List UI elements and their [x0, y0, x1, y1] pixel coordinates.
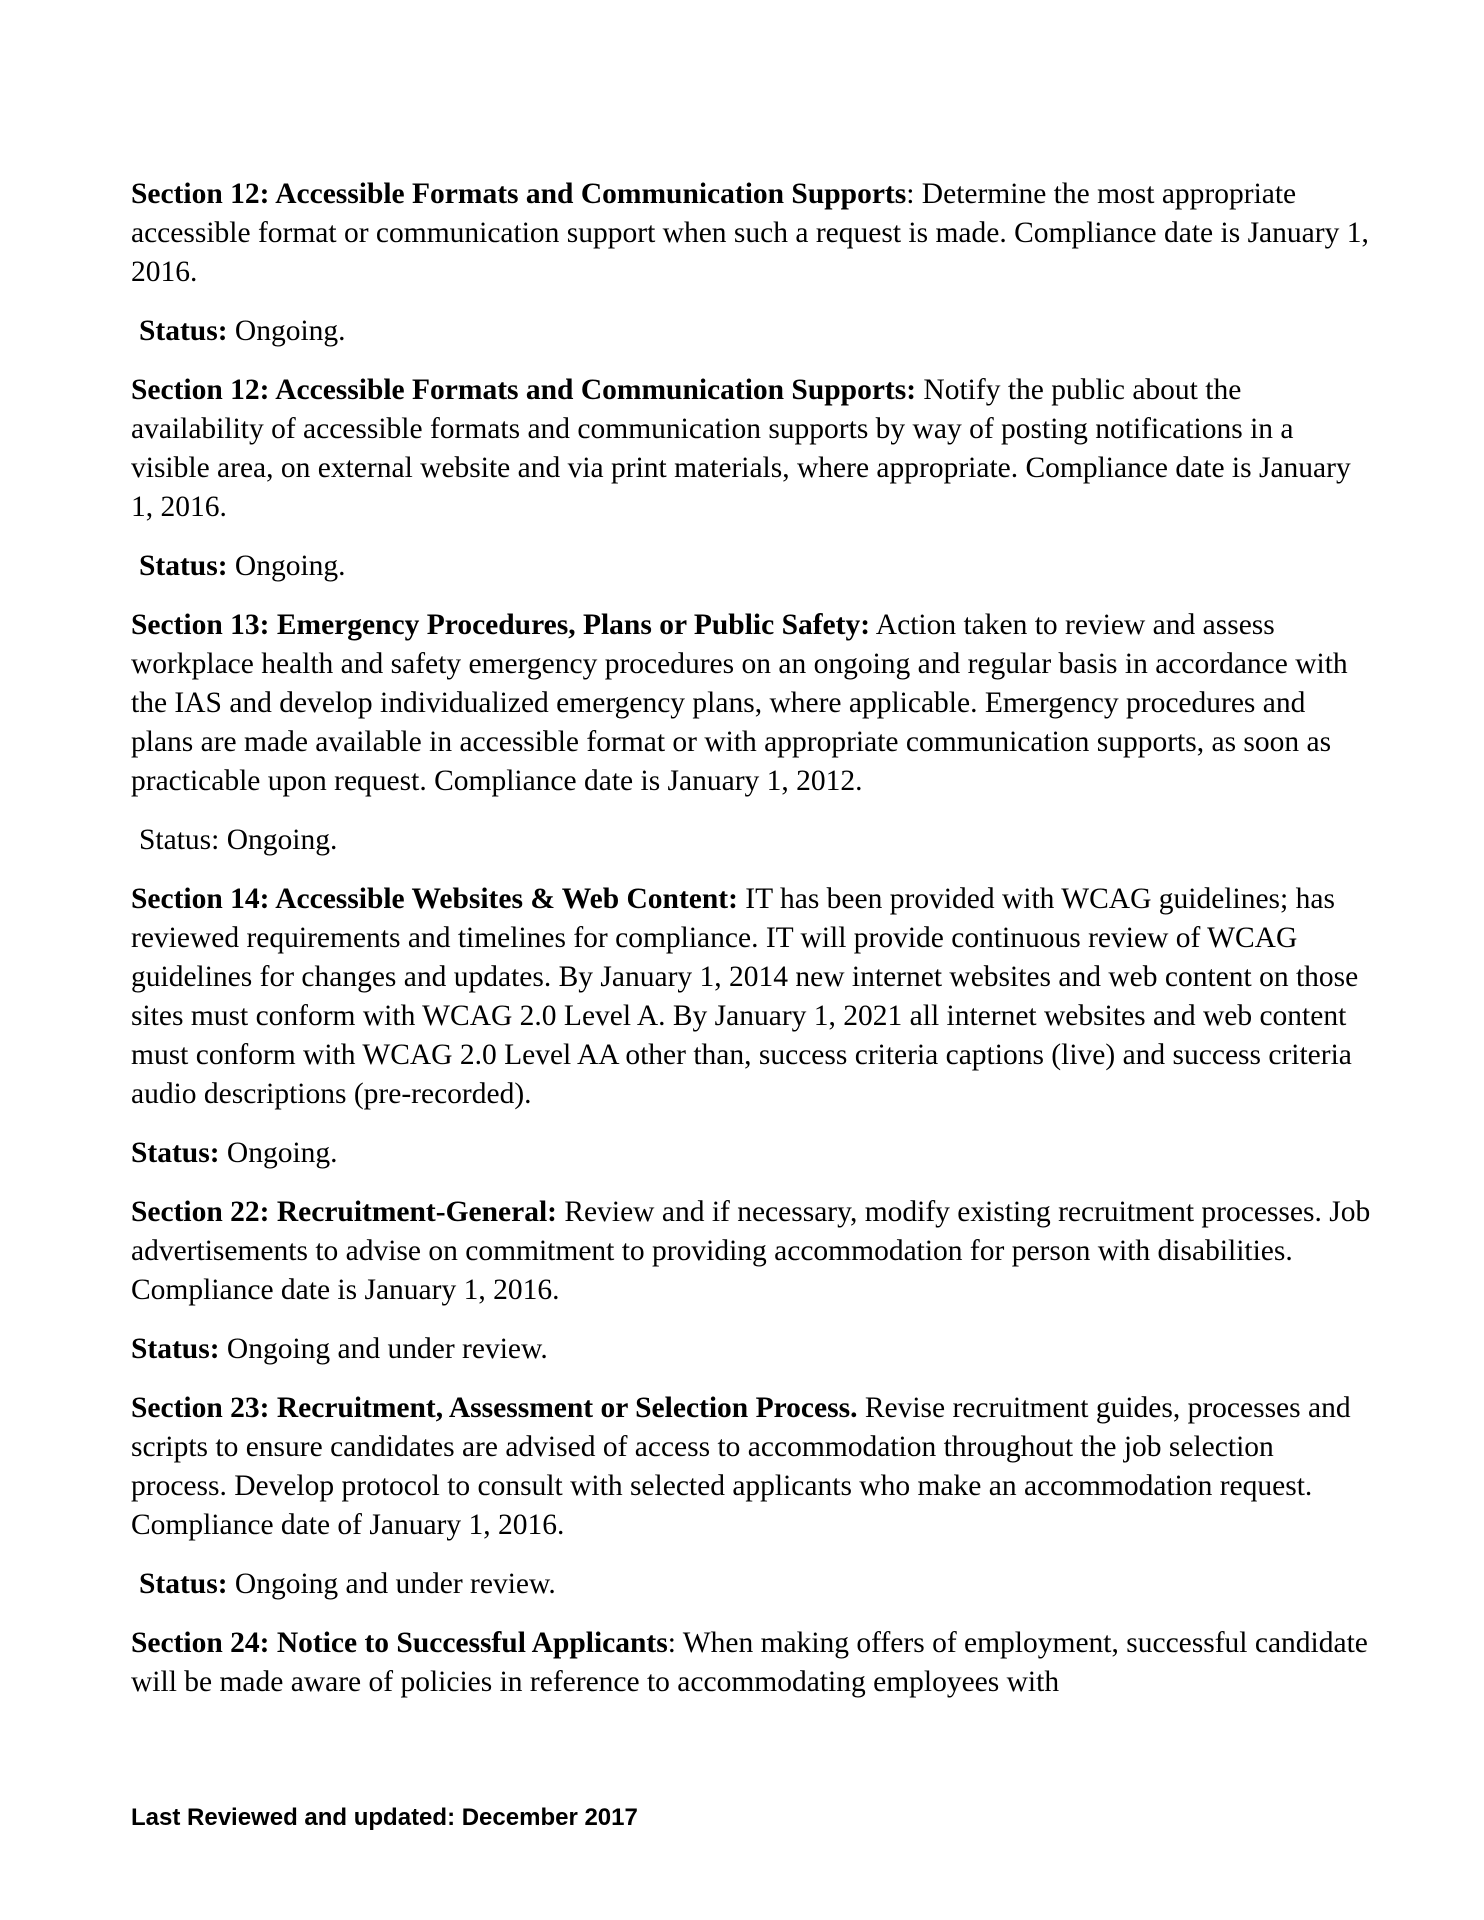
section-12-formats-status [131, 312, 1371, 351]
section-13-status: Status: Ongoing. [139, 824, 338, 856]
section-heading: Section 12: Accessible Formats and Communication Supports: [131, 374, 917, 406]
status-value: Ongoing. [219, 1137, 338, 1169]
section-heading: Section 12: Accessible Formats and Communication Supports [131, 178, 907, 210]
section-body: IT has been provided with WCAG guidelines; has reviewed requirements and timelines for compliance. IT will provide continuous review of WCAG guidelines for changes and updates. By January 1, 2014 new internet websites and web content on those sites must conform with WCAG 2.0 Level A. By January 1, 2021 all internet websites and web content must conform with WCAG 2.0 Level AA other than, success criteria captions (live) and success criteria audio descriptions (pre-recorded). [131, 883, 1359, 1110]
section-23-paragraph [131, 1389, 1371, 1545]
status-value: Ongoing and under review. [219, 1333, 548, 1365]
section-body: Action taken to review and assess workplace health and safety emergency procedures on an ongoing and regular basis in accordance with the IAS and develop individualized emergency plans, where applicable. Emergency procedures and plans are made available in accessible format or with appropriate communication supports, as soon as practicable upon request. Compliance date is January 1, 2012. [131, 609, 1348, 797]
status-label: Status: [131, 1137, 220, 1169]
section-body: Review and if necessary, modify existing recruitment processes. Job advertisements to advise on commitment to providing accommodation for person with disabilities. Compliance date is January 1, 2016. [131, 1196, 1371, 1306]
section-heading: Section 24: Notice to Successful Applicants [131, 1627, 668, 1659]
section-22-status [131, 1330, 1371, 1369]
section-heading: Section 14: Accessible Websites & Web Content: [131, 883, 738, 915]
section-heading: Section 22: Recruitment-General: [131, 1196, 557, 1228]
section-heading: Section 23: Recruitment, Assessment or Selection Process. [131, 1392, 858, 1424]
section-14-status [131, 1134, 1371, 1173]
section-14-paragraph [131, 880, 1371, 1114]
status-value: Ongoing. [227, 550, 346, 582]
section-body: When making offers of employment, successful candidate will be made aware of policies in reference to accommodating employees with [131, 1627, 1368, 1698]
section-13-paragraph [131, 606, 1371, 801]
document-body [131, 175, 1371, 1722]
section-body: Notify the public about the availability of accessible formats and communication supports by way of posting notifications in a visible area, on external website and via print materials, where appropriate. Compliance date is January 1, 2016. [131, 374, 1351, 523]
status-label: Status: [131, 1333, 220, 1365]
section-22-paragraph [131, 1193, 1371, 1310]
page-footer: Last Reviewed and updated: December 2017 [131, 1804, 638, 1831]
section-24-paragraph [131, 1624, 1371, 1702]
heading-suffix: : [667, 1627, 676, 1659]
status-value: Ongoing and under review. [227, 1568, 556, 1600]
section-heading: Section 13: Emergency Procedures, Plans or Public Safety: [131, 609, 871, 641]
status-value: Ongoing. [227, 315, 346, 347]
status-label: Status: [139, 550, 228, 582]
section-12-notify-paragraph [131, 371, 1371, 527]
status-label: Status: [139, 315, 228, 347]
heading-suffix: : [906, 178, 915, 210]
status-label: Status: [139, 1568, 228, 1600]
section-12-notify-status [131, 547, 1371, 586]
section-23-status [131, 1565, 1371, 1604]
section-body: Revise recruitment guides, processes and scripts to ensure candidates are advised of access to accommodation throughout the job selection process. Develop protocol to consult with selected applicants who make an accommodation request. Compliance date of January 1, 2016. [131, 1392, 1351, 1541]
section-body: Determine the most appropriate accessible format or communication support when such a request is made. Compliance date is January 1, 2016. [131, 178, 1369, 288]
section-12-formats-paragraph [131, 175, 1371, 292]
